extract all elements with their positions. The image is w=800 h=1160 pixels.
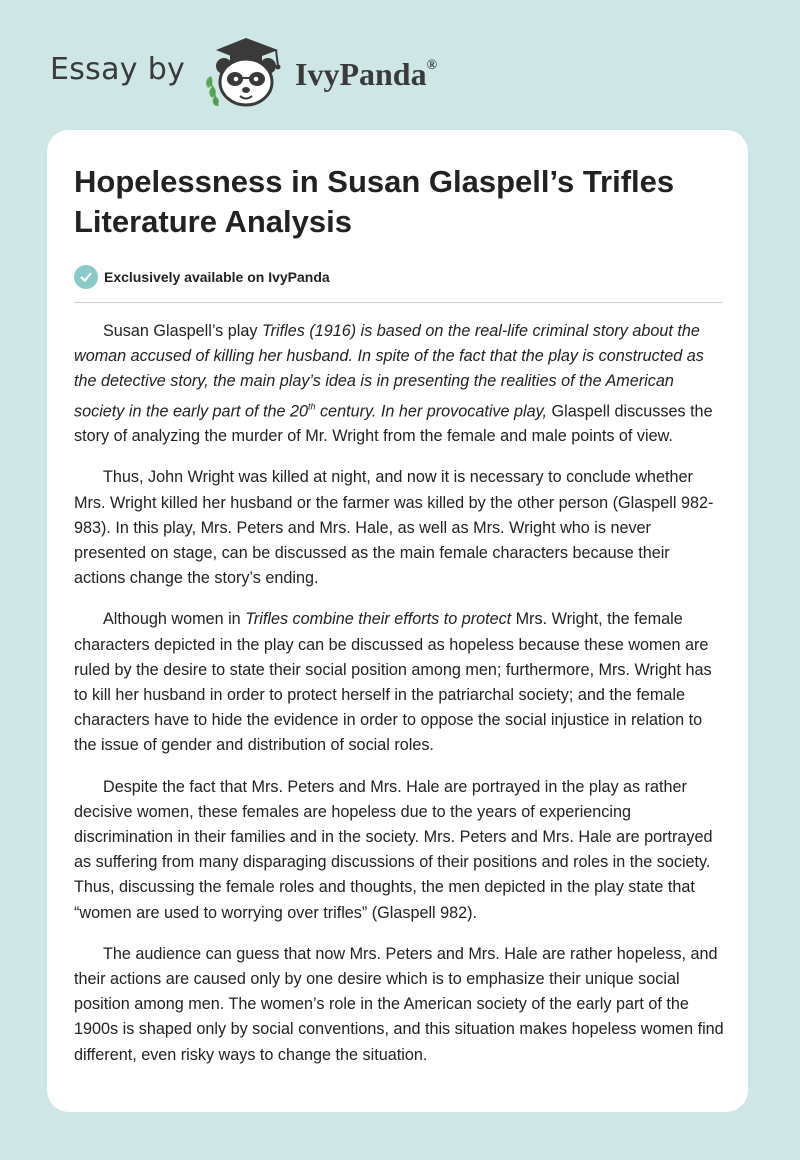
registered-mark: ®: [426, 58, 438, 73]
paragraph-3: [74, 607, 724, 758]
essay-title: Hopelessness in Susan Glaspell’s Trifles Literature Analysis: [74, 164, 675, 239]
brand-text: IvyPanda: [295, 56, 427, 92]
p1-text-a: Susan Glaspell’s play: [103, 322, 262, 340]
p1-italic-c: century. In her provocative play,: [315, 402, 548, 420]
p3-text-a: Although women in: [103, 610, 246, 629]
p3-text-c: Mrs. Wright, the female characters depicted in the play can be discussed as hopeless because these women are ruled by the desire to state their social position among men; furthermore, Mrs. Wright has to kill her husband in order to protect herself in the patriarchal society; and the female characters have to hide the evidence in order to oppose the social injustice in relation to the issue of gender and distribution of social roles.: [74, 610, 712, 755]
p1-superscript: th: [307, 401, 316, 412]
check-icon: [74, 265, 98, 289]
essay-card: [47, 130, 748, 1112]
paragraph-4: Despite the fact that Mrs. Peters and Mrs. Hale are portrayed in the play as rather decisive women, these females are hopeless due to the years of experiencing discrimination in their families and in the society. Mrs. Peters and Mrs. Hale are portrayed as suffering from many disparaging discussions of their positions and roles in the society. Thus, discussing the female roles and thoughts, the men depicted in the play state that “women are used to worrying over trifles” (Glaspell 982).: [74, 777, 713, 922]
exclusive-badge-label: Exclusively available on IvyPanda: [104, 269, 330, 285]
essay-body: [74, 319, 724, 1084]
paragraph-2: Thus, John Wright was killed at night, and now it is necessary to conclude whether Mrs. Wright killed her husband or the farmer was killed by the other person (Glaspell 982-983). In this play, Mrs. Peters and Mrs. Hale, as well as Mrs. Wright who is never presented on stage, can be discussed as the main female characters because their actions change the story’s ending.: [74, 468, 714, 588]
ivypanda-logo-icon[interactable]: [200, 36, 292, 108]
brand-name[interactable]: [295, 56, 437, 93]
essay-by-label: Essay by: [50, 52, 186, 87]
p3-italic-b: Trifles combine their efforts to protect: [245, 610, 512, 629]
p1-italic-b: Trifles (1916) is based on the real-life criminal story about the woman accused of killing her husband. In spite of the fact that the play is constructed as the detective story, the main play’s idea is in presenting the realities of the American society in the early part of the 20: [74, 322, 704, 420]
paragraph-1: [74, 319, 724, 449]
site-header: [0, 0, 800, 130]
paragraph-5: The audience can guess that now Mrs. Peters and Mrs. Hale are rather hopeless, and their actions are caused only by one desire which is to emphasize their unique social position among men. The women’s role in the American society of the early part of the 1900s is shaped only by social conventions, and this situation makes hopeless women find different, even risky ways to change the situation.: [74, 944, 724, 1064]
exclusive-badge: [74, 264, 330, 290]
p1-text-d: Glaspell discusses the story of analyzing the murder of Mr. Wright from the female and male points of view.: [74, 402, 713, 446]
divider: [74, 302, 722, 303]
